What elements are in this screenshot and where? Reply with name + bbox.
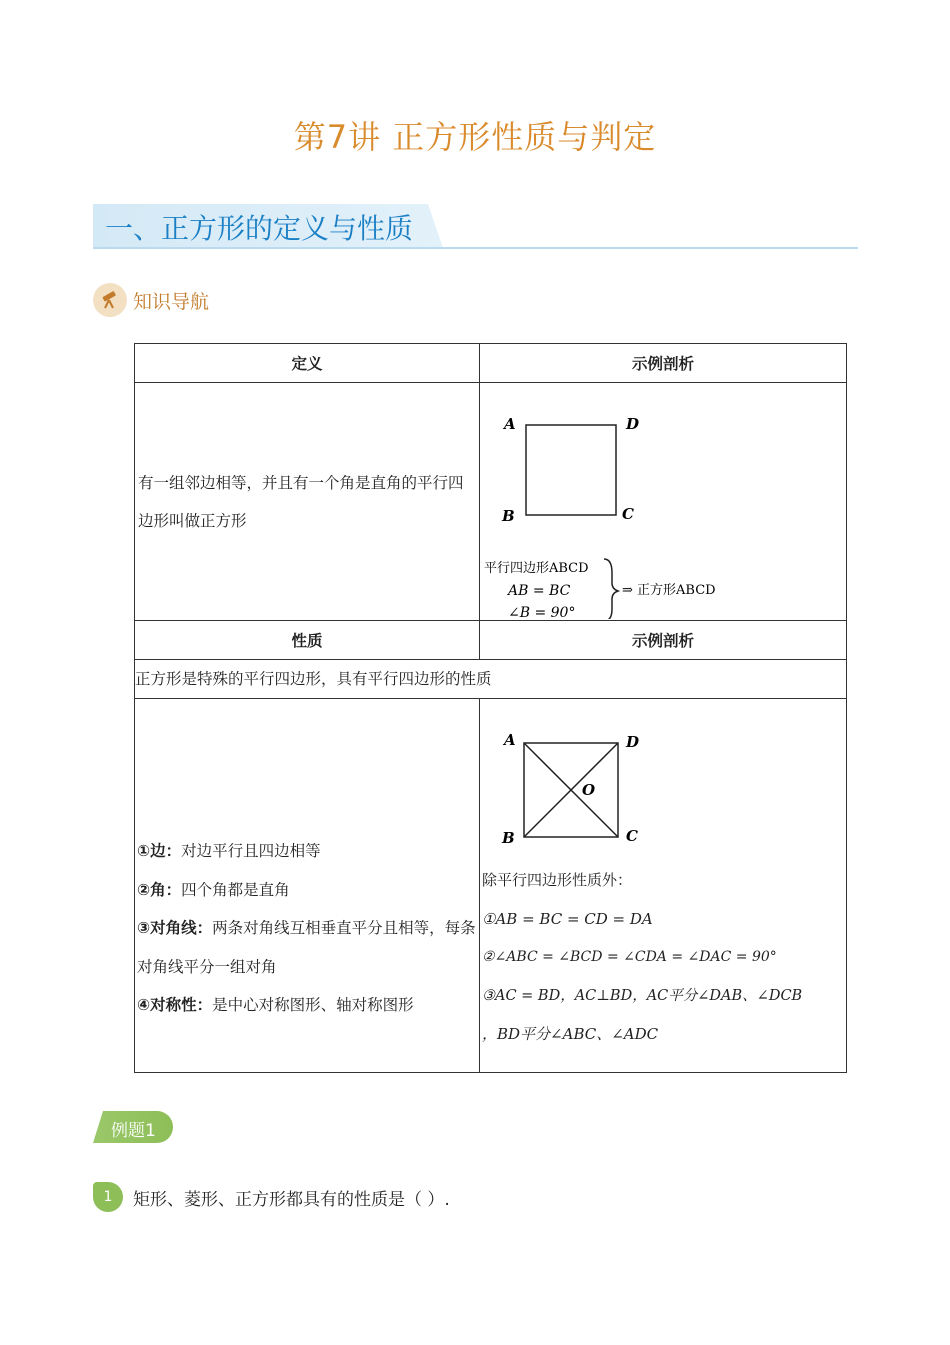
table-header-analysis-2: 示例剖析 [480, 621, 847, 660]
page-title: 第7讲 正方形性质与判定 [293, 118, 657, 156]
telescope-icon [93, 283, 127, 317]
property-angles: ②角：四个角都是直角 [137, 880, 290, 899]
square-figure [480, 383, 847, 619]
knowledge-table [134, 343, 847, 1073]
definition-figure-cell [480, 383, 847, 621]
vertex-label-d: D [626, 415, 640, 433]
conclusion: ⇒ 正方形ABCD [622, 583, 716, 598]
properties-cell [135, 699, 480, 1073]
square-diagonal-figure [480, 699, 847, 859]
table-header-property: 性质 [135, 621, 480, 660]
square-abcd [526, 425, 616, 515]
vertex2-label-b: B [502, 829, 515, 847]
vertex-label-a: A [504, 415, 516, 433]
analysis-intro: 除平行四边形性质外： [482, 871, 633, 889]
vertex-label-c: C [622, 505, 634, 523]
property-sides: ①边：对边平行且四边相等 [137, 842, 321, 861]
vertex2-label-c: C [626, 827, 638, 845]
property-intro: 正方形是特殊的平行四边形，具有平行四边形的性质 [135, 660, 847, 699]
analysis-cell [480, 699, 847, 1073]
center-label-o: O [582, 781, 596, 799]
analysis-line-1: ①AB = BC = CD = DA [482, 909, 653, 928]
analysis-line-4: ，BD平分∠ABC、∠ADC [482, 1025, 659, 1043]
definition-cell [135, 383, 480, 621]
knowledge-nav-label: 知识导航 [133, 290, 210, 313]
premise-1: 平行四边形ABCD [484, 561, 589, 576]
premise-2: AB = BC [508, 583, 571, 599]
section-banner [93, 204, 858, 250]
vertex2-label-a: A [504, 731, 516, 749]
example-tag: 例题1 [93, 1111, 173, 1143]
question-row [93, 1182, 450, 1212]
property-symmetry: ④对称性：是中心对称图形、轴对称图形 [137, 996, 414, 1015]
analysis-line-3: ③AC = BD，AC⊥BD，AC平分∠DAB、∠DCB [482, 987, 803, 1004]
brace-icon [604, 559, 618, 619]
vertex2-label-d: D [626, 733, 640, 751]
section-heading: 一、正方形的定义与性质 [105, 212, 414, 245]
premise-3: ∠B = 90° [508, 605, 576, 619]
question-number-badge: 1 [93, 1182, 123, 1212]
table-header-analysis: 示例剖析 [480, 344, 847, 383]
knowledge-nav-header [93, 283, 209, 317]
definition-text: 有一组邻边相等，并且有一个角是直角的平行四边形叫做正方形 [138, 473, 464, 530]
property-diagonals: ③对角线：两条对角线互相垂直平分且相等，每条对角线平分一组对角 [137, 919, 476, 976]
analysis-line-2: ②∠ABC = ∠BCD = ∠CDA = ∠DAC = 90° [482, 949, 777, 965]
vertex-label-b: B [502, 507, 515, 525]
table-header-definition: 定义 [135, 344, 480, 383]
question-text: 矩形、菱形、正方形都具有的性质是（ ）. [133, 1189, 450, 1210]
